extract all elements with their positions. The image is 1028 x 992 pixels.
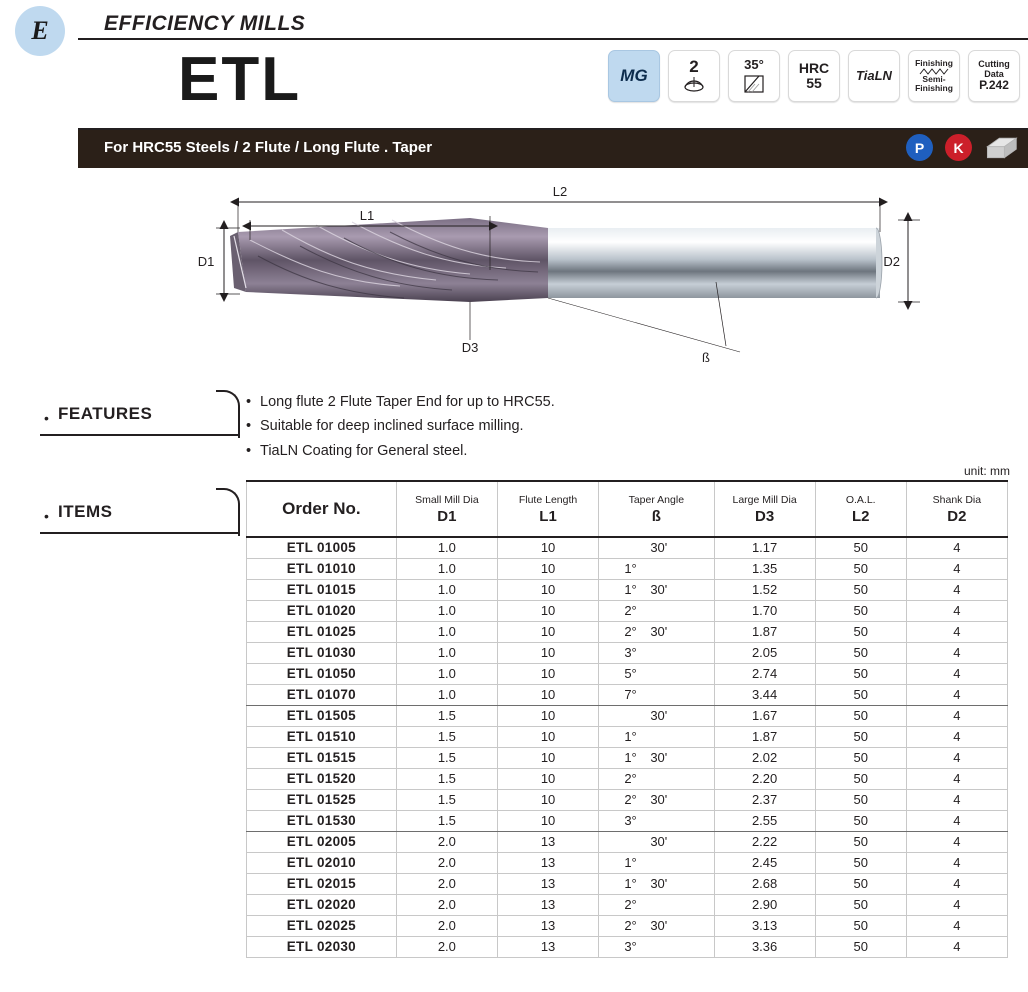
cell-l1: 10	[497, 810, 598, 831]
cell-l2: 50	[815, 831, 906, 852]
cell-l2: 50	[815, 894, 906, 915]
cell-d2: 4	[906, 831, 1007, 852]
cell-l1: 10	[497, 579, 598, 600]
table-row[interactable]	[247, 705, 1008, 726]
cell-order-no: ETL 02005	[247, 831, 397, 852]
angle-diagram-icon	[741, 74, 767, 94]
cell-l1: 10	[497, 642, 598, 663]
cell-taper-angle: 30'	[599, 537, 714, 558]
finishing-icon	[908, 50, 960, 102]
cell-order-no: ETL 02010	[247, 852, 397, 873]
col-l1	[497, 481, 598, 537]
cell-d2: 4	[906, 852, 1007, 873]
cell-d3: 2.05	[714, 642, 815, 663]
cell-d3: 3.13	[714, 915, 815, 936]
cell-order-no: ETL 01510	[247, 726, 397, 747]
cell-l1: 13	[497, 873, 598, 894]
features-tab-label: FEATURES	[58, 404, 153, 423]
col-beta	[599, 481, 714, 537]
feature-item: • TiaLN Coating for General steel.	[246, 439, 555, 463]
cell-taper-angle: 1° 30'	[599, 579, 714, 600]
cell-d2: 4	[906, 726, 1007, 747]
cell-l1: 10	[497, 789, 598, 810]
cell-d3: 2.45	[714, 852, 815, 873]
col-d2	[906, 481, 1007, 537]
cell-l1: 10	[497, 537, 598, 558]
cell-order-no: ETL 02020	[247, 894, 397, 915]
cell-l2: 50	[815, 642, 906, 663]
cell-taper-angle: 7°	[599, 684, 714, 705]
table-header-row	[247, 481, 1008, 537]
col-d2-symbol: D2	[947, 507, 967, 525]
col-l2-symbol: L2	[851, 507, 870, 525]
cutting-data-page: P.242	[979, 78, 1009, 93]
helix-angle-label: 35°	[744, 57, 764, 73]
col-d2-caption: Shank Dia	[932, 493, 982, 506]
cell-d1: 1.0	[396, 537, 497, 558]
label-l2: L2	[552, 184, 568, 199]
cell-l2: 50	[815, 558, 906, 579]
table-row[interactable]	[247, 537, 1008, 558]
cell-order-no: ETL 01520	[247, 768, 397, 789]
cutting-data-line-2: Data	[984, 68, 1004, 79]
items-bullet: •	[44, 508, 49, 524]
cutting-data-line-1: Cutting	[978, 59, 1010, 70]
cell-d2: 4	[906, 684, 1007, 705]
cell-d2: 4	[906, 642, 1007, 663]
cell-l1: 13	[497, 852, 598, 873]
material-icon-row	[906, 134, 1018, 161]
col-l2-caption: O.A.L.	[845, 493, 876, 506]
cell-l1: 10	[497, 768, 598, 789]
table-row[interactable]	[247, 768, 1008, 789]
header-left-bar	[0, 0, 78, 170]
table-row[interactable]	[247, 810, 1008, 831]
cell-l2: 50	[815, 726, 906, 747]
cell-taper-angle: 1° 30'	[599, 873, 714, 894]
label-d1: D1	[197, 254, 215, 269]
finishing-line-3: Finishing	[915, 82, 953, 93]
cell-d1: 1.5	[396, 726, 497, 747]
table-row[interactable]	[247, 726, 1008, 747]
cell-order-no: ETL 01505	[247, 705, 397, 726]
cell-d3: 2.90	[714, 894, 815, 915]
cell-order-no: ETL 01015	[247, 579, 397, 600]
table-body	[247, 537, 1008, 957]
cell-l2: 50	[815, 915, 906, 936]
cell-l1: 10	[497, 747, 598, 768]
cell-l1: 10	[497, 558, 598, 579]
cell-taper-angle: 1°	[599, 558, 714, 579]
cell-d1: 2.0	[396, 852, 497, 873]
cell-l2: 50	[815, 684, 906, 705]
cell-taper-angle: 5°	[599, 663, 714, 684]
cell-l1: 13	[497, 915, 598, 936]
cell-d1: 1.5	[396, 768, 497, 789]
cell-taper-angle: 30'	[599, 705, 714, 726]
series-title-row	[78, 0, 1028, 40]
cell-d2: 4	[906, 663, 1007, 684]
specification-table	[246, 480, 1008, 958]
table-row[interactable]	[247, 558, 1008, 579]
table-row[interactable]	[247, 894, 1008, 915]
cell-order-no: ETL 01530	[247, 810, 397, 831]
cell-d2: 4	[906, 789, 1007, 810]
cell-d1: 1.0	[396, 642, 497, 663]
cell-l1: 13	[497, 894, 598, 915]
label-d2: D2	[883, 254, 900, 269]
cell-l1: 10	[497, 684, 598, 705]
table-row[interactable]	[247, 684, 1008, 705]
coating-grade-label: MG	[620, 66, 648, 86]
cell-d2: 4	[906, 936, 1007, 957]
cell-taper-angle: 3°	[599, 642, 714, 663]
cell-d3: 2.55	[714, 810, 815, 831]
product-code: ETL	[178, 45, 302, 114]
page-header	[0, 0, 1028, 170]
table-row[interactable]	[247, 852, 1008, 873]
label-d3: D3	[461, 340, 479, 355]
cell-d3: 2.37	[714, 789, 815, 810]
cell-d3: 3.36	[714, 936, 815, 957]
cell-taper-angle: 2°	[599, 894, 714, 915]
cell-d2: 4	[906, 621, 1007, 642]
features-tab	[40, 390, 240, 436]
cell-d1: 1.0	[396, 558, 497, 579]
col-l2	[815, 481, 906, 537]
cell-l1: 13	[497, 936, 598, 957]
table-row[interactable]	[247, 789, 1008, 810]
efficiency-badge-icon: E	[15, 6, 65, 56]
cell-d1: 1.0	[396, 684, 497, 705]
cell-l2: 50	[815, 747, 906, 768]
cell-order-no: ETL 02015	[247, 873, 397, 894]
cell-d1: 1.5	[396, 705, 497, 726]
cell-d3: 2.20	[714, 768, 815, 789]
table-row[interactable]	[247, 600, 1008, 621]
col-order-no: Order No.	[247, 481, 397, 537]
cell-d2: 4	[906, 915, 1007, 936]
material-k-icon: K	[945, 134, 972, 161]
feature-item: • Long flute 2 Flute Taper End for up to HRC55.	[246, 390, 555, 414]
cell-d2: 4	[906, 600, 1007, 621]
cell-d3: 1.67	[714, 705, 815, 726]
product-subtitle-bar	[78, 130, 1028, 168]
cell-d1: 1.5	[396, 789, 497, 810]
cell-l1: 10	[497, 726, 598, 747]
cell-l1: 10	[497, 663, 598, 684]
cell-d1: 2.0	[396, 894, 497, 915]
hardness-icon	[788, 50, 840, 102]
flute-spiral-icon	[681, 75, 707, 93]
cell-d3: 2.22	[714, 831, 815, 852]
spec-icon-row	[608, 50, 1020, 102]
series-title: EFFICIENCY MILLS	[104, 12, 306, 35]
cell-taper-angle: 2°	[599, 600, 714, 621]
table-row[interactable]	[247, 873, 1008, 894]
cell-d2: 4	[906, 894, 1007, 915]
cell-d1: 1.5	[396, 747, 497, 768]
col-d3-caption: Large Mill Dia	[732, 493, 797, 506]
features-section	[0, 390, 1028, 470]
cell-taper-angle: 1° 30'	[599, 747, 714, 768]
feature-item: • Suitable for deep inclined surface milling.	[246, 414, 555, 438]
cell-l2: 50	[815, 621, 906, 642]
cell-l1: 10	[497, 705, 598, 726]
coating-name-icon	[848, 50, 900, 102]
cell-taper-angle: 2° 30'	[599, 915, 714, 936]
table-row[interactable]	[247, 936, 1008, 957]
table-row[interactable]	[247, 621, 1008, 642]
cell-d3: 1.87	[714, 726, 815, 747]
cell-l2: 50	[815, 663, 906, 684]
cell-d2: 4	[906, 810, 1007, 831]
cutting-data-icon[interactable]	[968, 50, 1020, 102]
cell-d3: 1.87	[714, 621, 815, 642]
cell-order-no: ETL 01005	[247, 537, 397, 558]
table-row[interactable]	[247, 579, 1008, 600]
cell-taper-angle: 1°	[599, 726, 714, 747]
cell-d2: 4	[906, 705, 1007, 726]
cell-l2: 50	[815, 579, 906, 600]
features-list	[246, 390, 555, 463]
unit-note: unit: mm	[963, 464, 1010, 478]
col-d3-symbol: D3	[755, 507, 775, 525]
table-row[interactable]	[247, 831, 1008, 852]
items-section	[0, 464, 1028, 954]
cell-taper-angle: 3°	[599, 810, 714, 831]
cell-l2: 50	[815, 768, 906, 789]
col-beta-caption: Taper Angle	[628, 493, 685, 506]
cell-d2: 4	[906, 873, 1007, 894]
cell-d1: 1.0	[396, 579, 497, 600]
cell-d3: 2.74	[714, 663, 815, 684]
cell-l2: 50	[815, 705, 906, 726]
coating-grade-icon	[608, 50, 660, 102]
helix-angle-icon	[728, 50, 780, 102]
product-code-row	[78, 40, 1028, 130]
cell-taper-angle: 1°	[599, 852, 714, 873]
cell-d3: 1.17	[714, 537, 815, 558]
col-l1-caption: Flute Length	[518, 493, 578, 506]
cell-d3: 1.52	[714, 579, 815, 600]
workpiece-cube-icon	[984, 134, 1018, 161]
product-subtitle: For HRC55 Steels / 2 Flute / Long Flute . Taper	[104, 139, 433, 156]
label-l1: L1	[359, 208, 375, 223]
cell-l2: 50	[815, 537, 906, 558]
items-tab	[40, 488, 240, 534]
cell-l2: 50	[815, 600, 906, 621]
cell-order-no: ETL 01030	[247, 642, 397, 663]
cell-l1: 10	[497, 600, 598, 621]
cell-l2: 50	[815, 873, 906, 894]
cell-l1: 10	[497, 621, 598, 642]
table-row[interactable]	[247, 747, 1008, 768]
cell-l2: 50	[815, 852, 906, 873]
tool-drawing-svg	[0, 170, 1028, 390]
cell-d1: 1.0	[396, 621, 497, 642]
finishing-line-1: Finishing	[915, 58, 953, 69]
cell-d1: 2.0	[396, 936, 497, 957]
cell-order-no: ETL 01070	[247, 684, 397, 705]
cell-d1: 2.0	[396, 831, 497, 852]
col-d1-symbol: D1	[437, 507, 457, 525]
cell-d2: 4	[906, 579, 1007, 600]
cell-d3: 2.02	[714, 747, 815, 768]
table-row[interactable]	[247, 915, 1008, 936]
cell-d2: 4	[906, 768, 1007, 789]
flute-count-icon	[668, 50, 720, 102]
cell-taper-angle: 2° 30'	[599, 789, 714, 810]
cell-order-no: ETL 01010	[247, 558, 397, 579]
finishing-line-2: Semi-	[922, 74, 946, 85]
flute-count-label: 2	[689, 56, 699, 76]
cell-order-no: ETL 01515	[247, 747, 397, 768]
hardness-value: 55	[806, 75, 822, 91]
cell-l1: 13	[497, 831, 598, 852]
features-bullet: •	[44, 410, 49, 426]
cell-d3: 2.68	[714, 873, 815, 894]
cell-d2: 4	[906, 558, 1007, 579]
cell-taper-angle: 3°	[599, 936, 714, 957]
col-d3	[714, 481, 815, 537]
cell-l2: 50	[815, 789, 906, 810]
cell-order-no: ETL 01525	[247, 789, 397, 810]
tool-diagram	[0, 170, 1028, 390]
material-p-icon: P	[906, 134, 933, 161]
cell-order-no: ETL 02025	[247, 915, 397, 936]
cell-d2: 4	[906, 747, 1007, 768]
cell-d1: 1.5	[396, 810, 497, 831]
cell-d1: 1.0	[396, 663, 497, 684]
cell-taper-angle: 2°	[599, 768, 714, 789]
cell-order-no: ETL 01050	[247, 663, 397, 684]
hardness-label: HRC	[798, 60, 830, 77]
cell-l2: 50	[815, 810, 906, 831]
col-d1-caption: Small Mill Dia	[415, 493, 479, 506]
cell-order-no: ETL 02030	[247, 936, 397, 957]
cell-d2: 4	[906, 537, 1007, 558]
col-l1-symbol: L1	[539, 507, 557, 525]
label-beta: ß	[702, 350, 710, 365]
coating-name-label: TiaLN	[856, 68, 892, 84]
table-row[interactable]	[247, 663, 1008, 684]
col-beta-symbol: ß	[651, 507, 661, 525]
cell-d3: 3.44	[714, 684, 815, 705]
cell-d1: 1.0	[396, 600, 497, 621]
table-row[interactable]	[247, 642, 1008, 663]
cell-d1: 2.0	[396, 873, 497, 894]
items-tab-label: ITEMS	[58, 502, 113, 521]
cell-taper-angle: 2° 30'	[599, 621, 714, 642]
cell-d1: 2.0	[396, 915, 497, 936]
cell-l2: 50	[815, 936, 906, 957]
cell-d3: 1.70	[714, 600, 815, 621]
header-main	[78, 0, 1028, 170]
cell-order-no: ETL 01020	[247, 600, 397, 621]
cell-order-no: ETL 01025	[247, 621, 397, 642]
cell-taper-angle: 30'	[599, 831, 714, 852]
col-d1	[396, 481, 497, 537]
cell-d3: 1.35	[714, 558, 815, 579]
